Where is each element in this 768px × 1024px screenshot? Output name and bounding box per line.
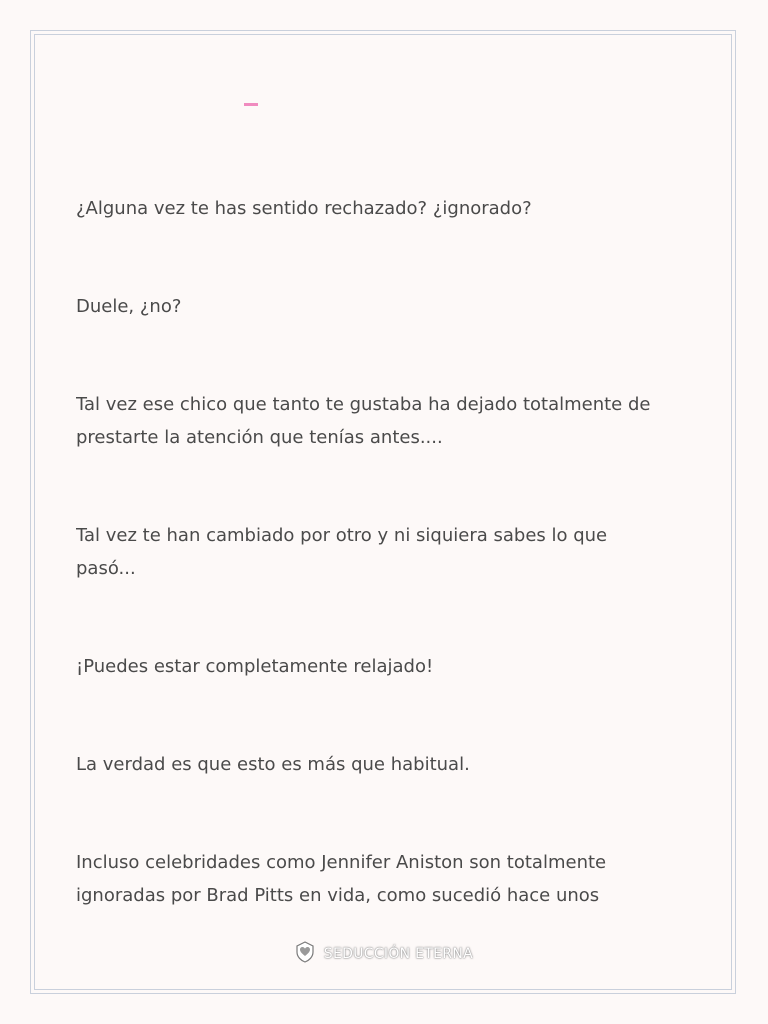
- paragraph-6: La verdad es que esto es más que habitual.: [76, 754, 470, 775]
- paragraph-4: Tal vez te han cambiado por otro y ni siquiera sabes lo que pasó...: [76, 525, 608, 579]
- heart-shield-icon: [295, 941, 315, 967]
- paragraph-2: Duele, ¿no?: [76, 296, 182, 317]
- accent-dash: [244, 103, 258, 106]
- paragraph-3: Tal vez ese chico que tanto te gustaba ha dejado totalmente de prestarte la atención que tenías antes....: [76, 394, 651, 448]
- paragraph-7: Incluso celebridades como Jennifer Aniston son totalmente ignoradas por Brad Pitts en vida, como sucedió hace unos: [76, 852, 607, 906]
- watermark-text: SEDUCCIÓN ETERNA: [323, 946, 473, 962]
- paragraph-5: ¡Puedes estar completamente relajado!: [76, 656, 434, 677]
- paragraph-1: ¿Alguna vez te has sentido rechazado? ¿ignorado?: [76, 198, 532, 219]
- watermark: [0, 941, 768, 967]
- document-body: [76, 192, 651, 920]
